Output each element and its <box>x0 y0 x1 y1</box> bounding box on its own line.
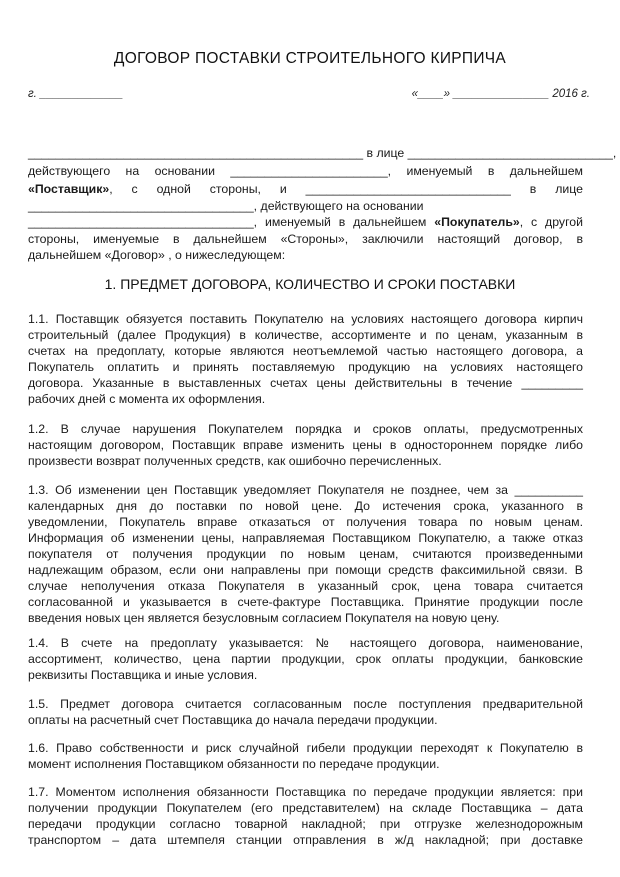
clause-1-3-line: согласованной и указывается в счете-фактуре Поставщика. Принятие продукции после <box>28 595 583 609</box>
clause-1-1-line: 1.1. Поставщик обязуется поставить Покупателю на условиях настоящего договора кирпич <box>28 312 583 326</box>
preamble-line: дальнейшем «Договор» , о нижеследующем: <box>28 248 286 262</box>
clause-1-1-line: счетах на предоплату, которые являются неотъемлемой частью настоящего договора, а <box>28 344 583 358</box>
clause-1-6-line: 1.6. Право собственности и риск случайной гибели продукции переходят к Покупателю в <box>28 741 583 755</box>
city-field: г. _____________ <box>28 88 124 100</box>
clause-1-2-line: произвести возврат полученных средств, как ошибочно перечисленных. <box>28 454 442 468</box>
preamble-line: стороны, именуемые в дальнейшем «Стороны», заключили настоящий договор, в <box>28 232 583 246</box>
section-heading: 1. ПРЕДМЕТ ДОГОВОРА, КОЛИЧЕСТВО И СРОКИ ПОСТАВКИ <box>104 276 516 292</box>
clause-1-1-line: договора. Указанные в выставленных счетах цены действительны в течение _________ <box>28 376 583 390</box>
clause-1-2-line: 1.2. В случае нарушения Покупателем порядка и сроков оплаты, предусмотренных <box>28 422 583 436</box>
supplier-label: «Поставщик» <box>28 182 110 196</box>
clause-1-3-line: введения новых цен является безусловным согласием Покупателя на новую цену. <box>28 611 500 625</box>
clause-1-3-line: Информация об изменении цены, направляемая Поставщиком Покупателю, а также отказ <box>28 531 583 545</box>
clause-1-1-line: рабочих дней с момента их оформления. <box>28 392 266 406</box>
clause-1-7-line: получении продукции Покупателем (его представителем) на складе Поставщика – дата <box>28 801 583 815</box>
clause-1-1-line: Покупатель оплатить и принять поставляемую продукцию на условиях настоящего <box>28 360 583 374</box>
clause-1-4-line: ассортимент, количество, цена партии продукции, срок оплаты продукции, банковские <box>28 652 583 666</box>
clause-1-3-line: покупателя от получения продукции по новым ценам, считаются произведенными <box>28 547 583 561</box>
clause-1-4-line: реквизиты Поставщика и иные условия. <box>28 668 258 682</box>
clause-1-7-line: передачи продукции согласно товарной накладной; при отгрузке железнодорожным <box>28 817 583 831</box>
clause-1-4-line: 1.4. В счете на предоплату указывается: № настоящего договора, наименование, <box>28 636 583 650</box>
preamble-line: «Поставщик», с одной стороны, и ______________________________ в лице <box>28 182 583 196</box>
date-field: «____» _______________ 2016 г. <box>411 88 590 100</box>
clause-1-3-line: уведомлении, Покупатель вправе отказаться от получения товара по новым ценам. <box>28 515 583 529</box>
clause-1-3-line: случае неполучения отказа Покупателя в указанный срок, цена товара считается <box>28 579 583 593</box>
clause-1-2-line: настоящим договором, Поставщик вправе изменить цены в одностороннем порядке либо <box>28 438 583 452</box>
clause-1-6-line: момент исполнения Поставщиком обязанности по передаче продукции. <box>28 757 440 771</box>
clause-1-3-line: 1.3. Об изменении цен Поставщик уведомляет Покупателя не позднее, чем за __________ <box>28 483 583 497</box>
clause-1-5-line: 1.5. Предмет договора считается согласованным после поступления предварительной <box>28 697 583 711</box>
clause-1-7-line: 1.7. Моментом исполнения обязанности Поставщика по передаче продукции является: при <box>28 785 583 799</box>
preamble-line: _________________________________, именуемый в дальнейшем «Покупатель», с другой <box>28 215 583 229</box>
clause-1-1-line: строительный (далее Продукция) в количестве, ассортименте и по ценам, указанным в <box>28 328 583 342</box>
clause-1-3-line: надлежащим образом, если они направлены при помощи средств факсимильной связи. В <box>28 563 583 577</box>
document-title: ДОГОВОР ПОСТАВКИ СТРОИТЕЛЬНОГО КИРПИЧА <box>113 50 507 67</box>
clause-1-5-line: оплаты на расчетный счет Поставщика до начала передачи продукции. <box>28 713 438 727</box>
preamble-line: _________________________________________________ в лице ______________________________, <box>28 146 617 160</box>
preamble-line: _________________________________, действующего на основании <box>28 199 424 213</box>
clause-1-3-line: календарных дня до поставки по новой цене. До истечения срока, указанного в <box>28 499 583 513</box>
preamble-line: действующего на основании _______________________, именуемый в дальнейшем <box>28 164 583 178</box>
clause-1-7-line: транспортом – дата штемпеля станции отправления в ж/д накладной; при доставке <box>28 833 583 847</box>
buyer-label: «Покупатель» <box>434 215 520 229</box>
